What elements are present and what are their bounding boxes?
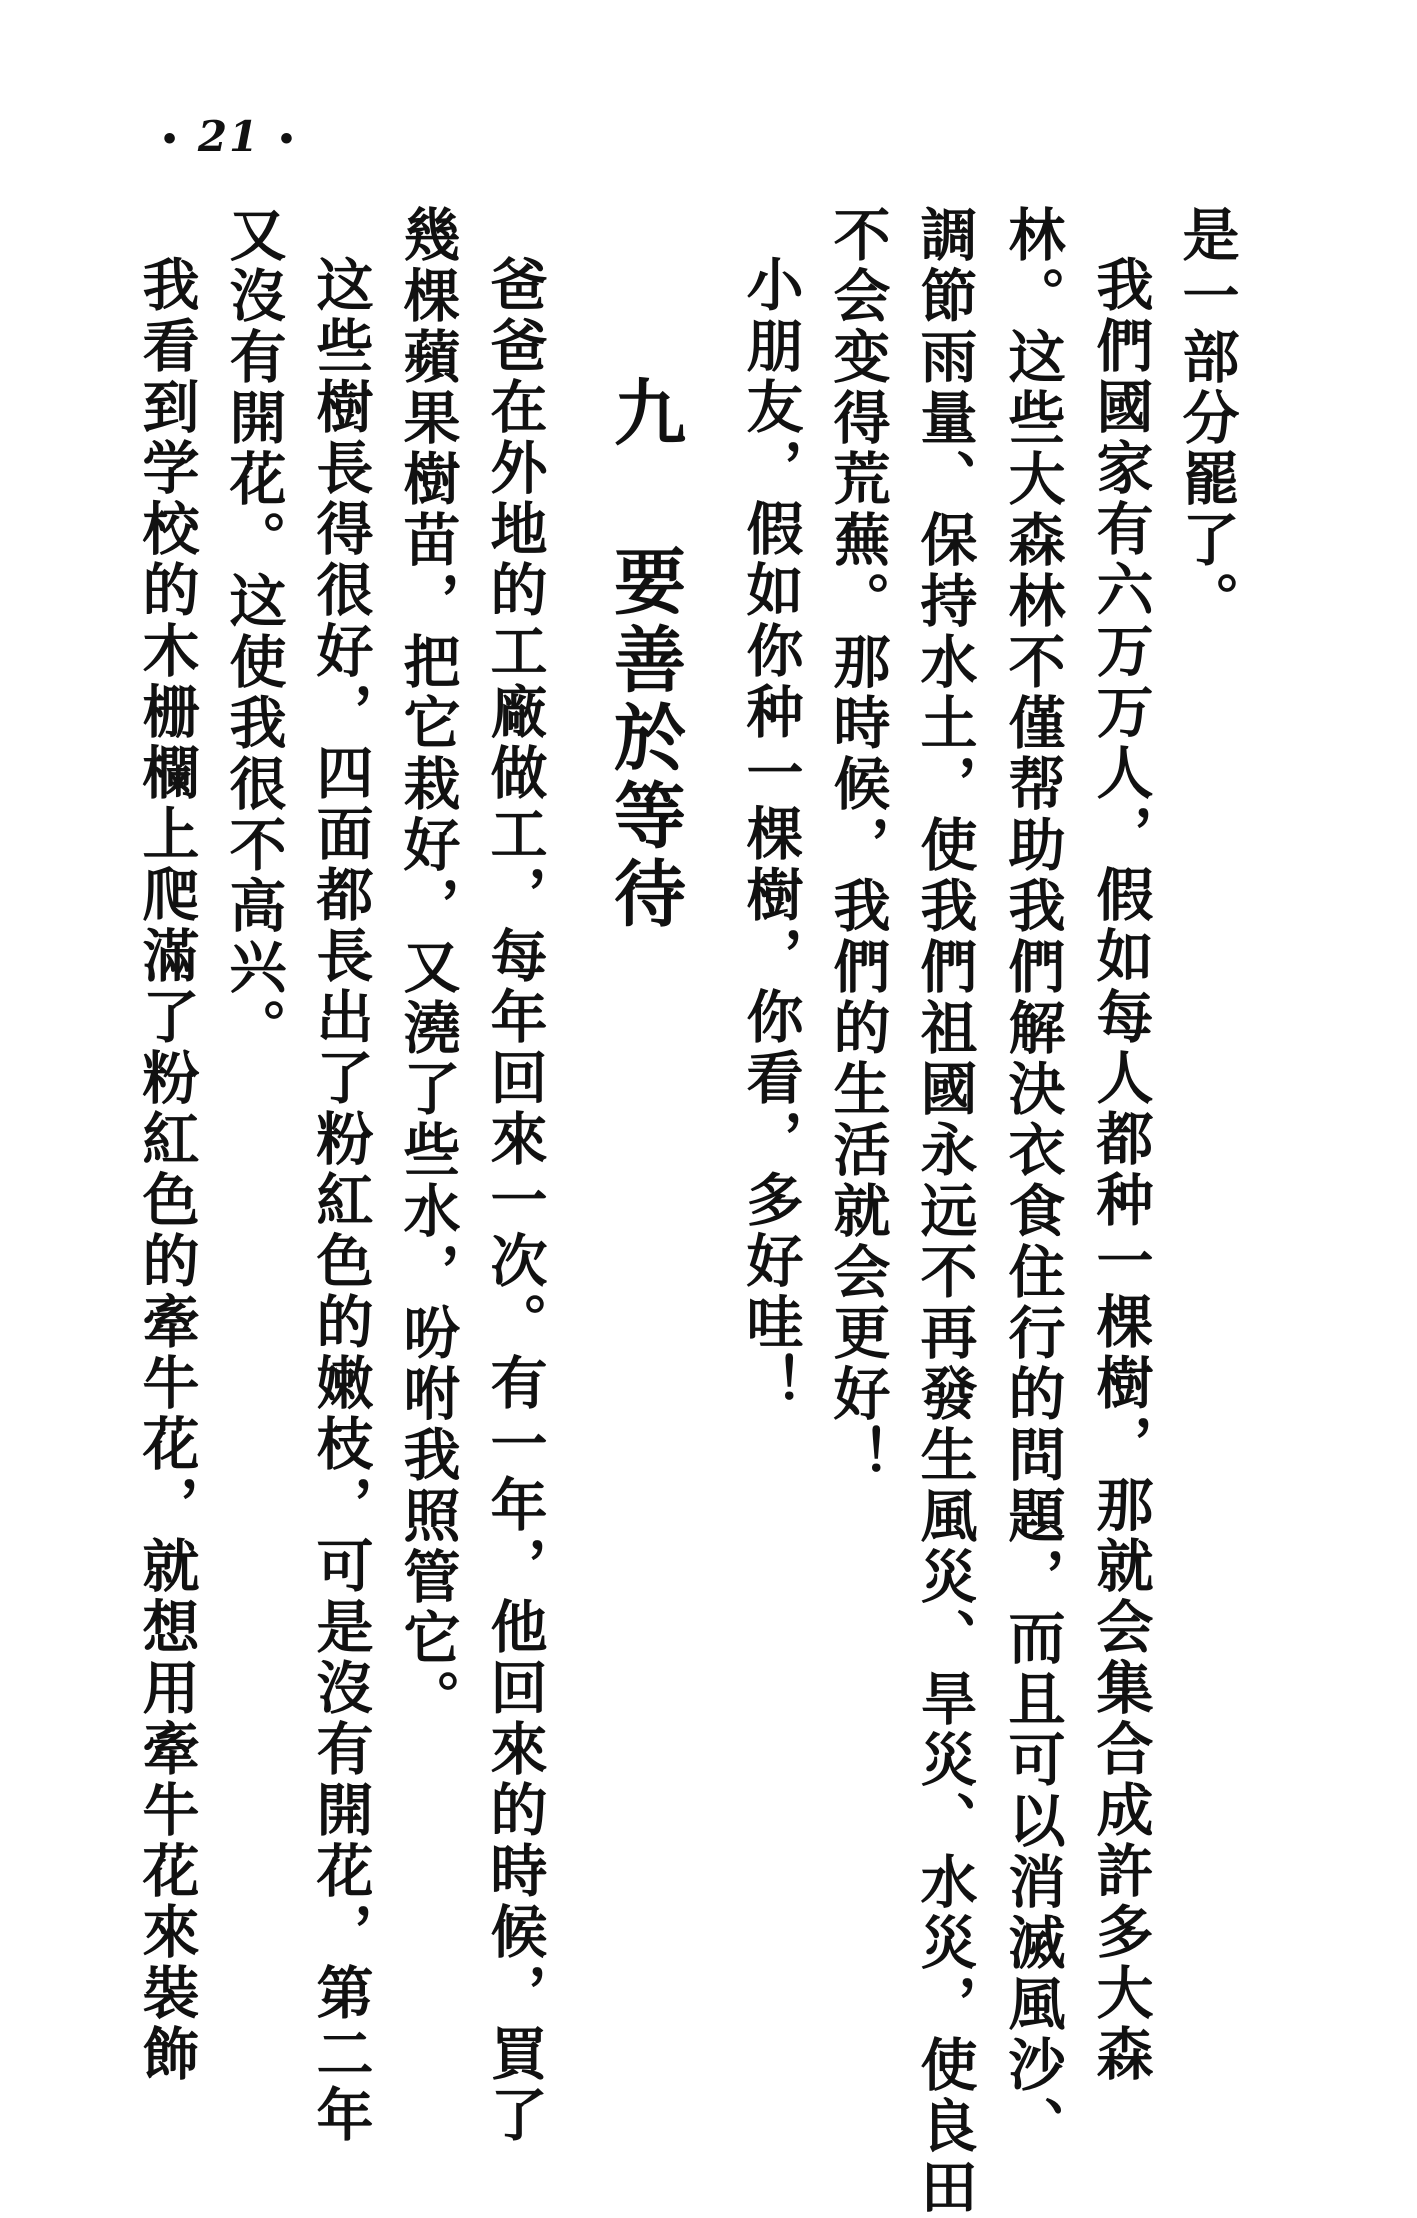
chapter-title: 要善於等待 [602, 544, 687, 935]
chapter-heading [602, 375, 687, 935]
text-column-10: 又沒有開花。这使我很不高兴。 [220, 205, 287, 1059]
text-column-3: 林。这些大森林不僅帮助我們解決衣食住行的問題，而且可以消滅風沙、 [999, 205, 1066, 2157]
page-number-dot-left: • [160, 122, 182, 158]
text-column-1: 是一部分罷了。 [1173, 205, 1240, 632]
text-column-2: 我們國家有六万万人，假如每人都种一棵樹，那就会集合成許多大森 [1087, 255, 1154, 2085]
text-column-4: 調節雨量、保持水土，使我們祖國永远不再發生風災、旱災、水災，使良田 [911, 205, 978, 2218]
chapter-number: 九 [602, 375, 687, 453]
page-number-value: 21 [197, 112, 261, 161]
text-column-8: 幾棵蘋果樹苗，把它栽好，又澆了些水，吩咐我照管它。 [394, 205, 461, 1730]
text-column-11: 我看到学校的木栅欄上爬滿了粉紅色的牽牛花，就想用牽牛花來裝飾 [133, 255, 200, 2085]
text-column-9: 这些樹長得很好，四面都長出了粉紅色的嫩枝，可是沒有開花，第二年 [307, 255, 374, 2146]
page-number [160, 112, 298, 161]
page-number-dot-right: • [276, 122, 299, 158]
text-column-5: 不会变得荒蕪。那時候，我們的生活就会更好！ [824, 205, 891, 1486]
text-column-6: 小朋友，假如你种一棵樹，你看，多好哇！ [737, 255, 804, 1414]
text-column-7: 爸爸在外地的工廠做工，每年回來一次。有一年，他回來的時候，買了 [481, 255, 548, 2146]
